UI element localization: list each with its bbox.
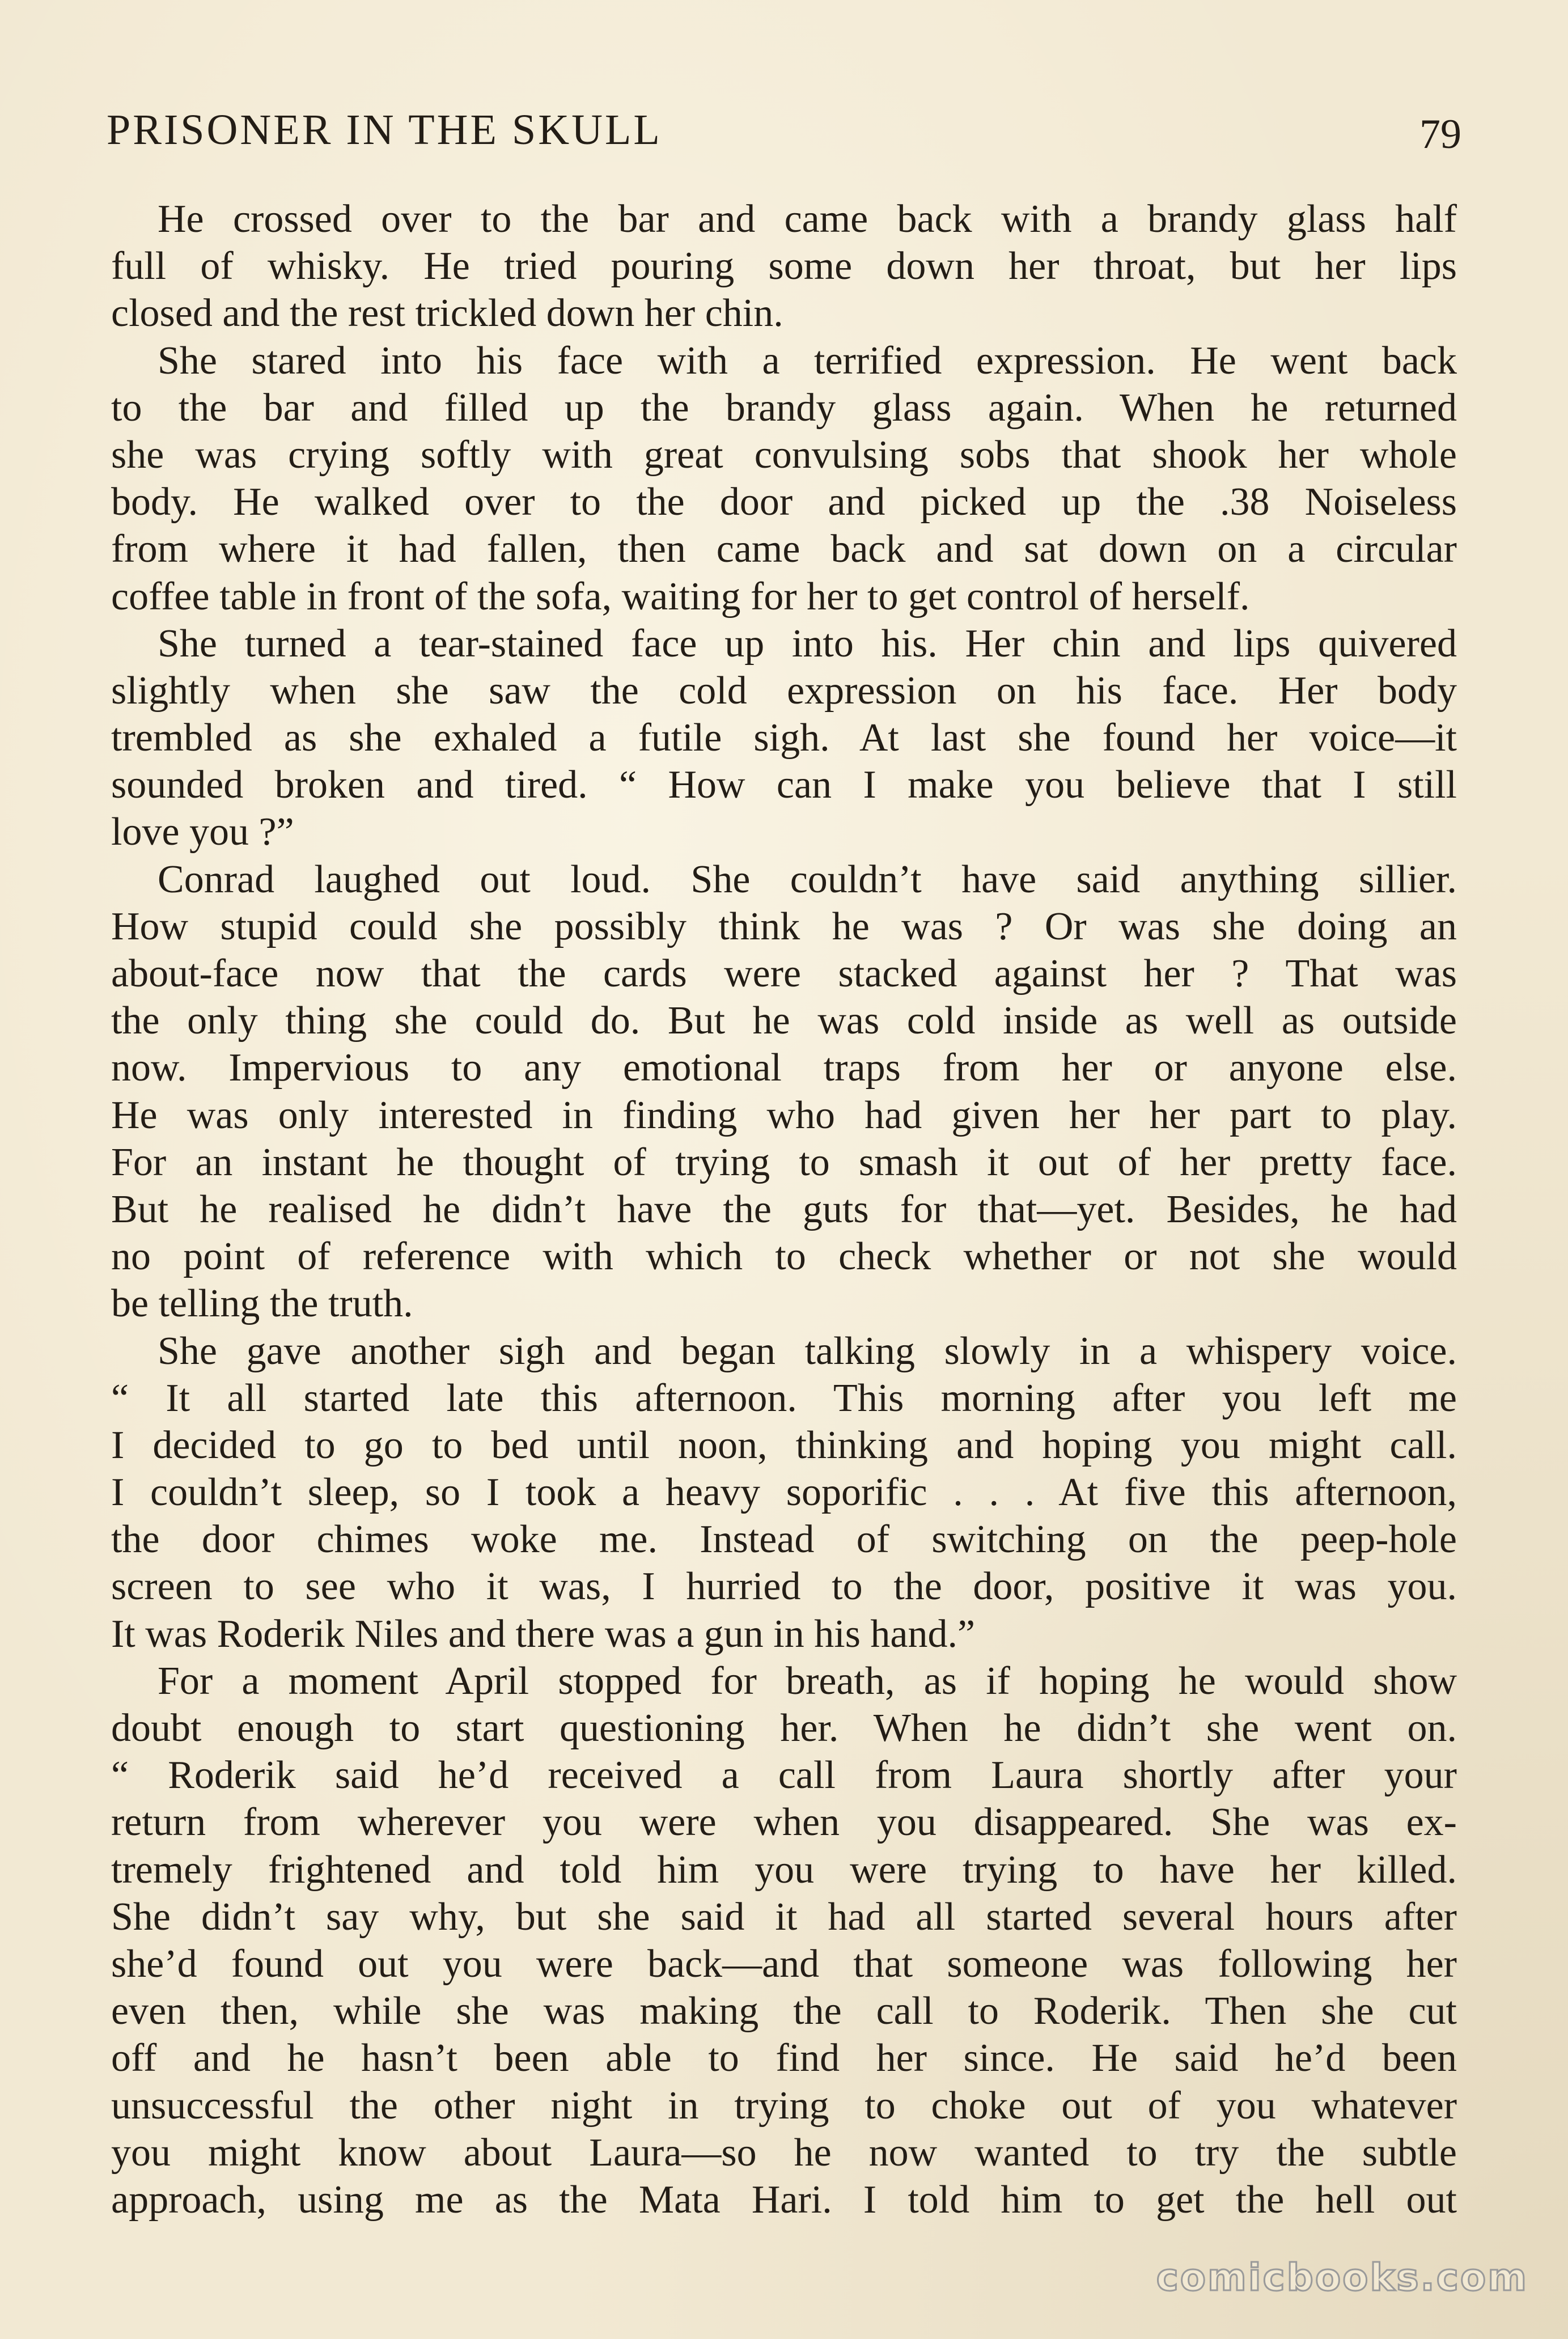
text-line: But he realised he didn’t have the guts for that—yet. Besides, he had (111, 1187, 1457, 1231)
text-line: For a moment April stopped for breath, as if hoping he would show (158, 1659, 1457, 1703)
text-line: the only thing she could do. But he was cold inside as well as outside (111, 999, 1457, 1043)
running-title: PRISONER IN THE SKULL (107, 106, 662, 154)
paragraph (111, 337, 1457, 620)
text-line: tremely frightened and told him you were trying to have her killed. (111, 1848, 1457, 1892)
text-line: He was only interested in finding who had given her her part to play. (111, 1093, 1457, 1137)
text-line: you might know about Laura—so he now wanted to try the subtle (111, 2130, 1457, 2175)
text-line: body. He walked over to the door and picked up the .38 Noiseless (111, 480, 1457, 524)
text-line: off and he hasn’t been able to find her since. He said he’d been (111, 2036, 1457, 2080)
text-line: now. Impervious to any emotional traps from her or anyone else. (111, 1046, 1457, 1090)
text-line: love you ?” (111, 810, 294, 854)
text-line: be telling the truth. (111, 1282, 413, 1326)
page-header (107, 96, 1461, 164)
text-line: For an instant he thought of trying to smash it out of her pretty face. (111, 1140, 1457, 1184)
text-line: she’d found out you were back—and that someone was following her (111, 1942, 1457, 1986)
text-line: “ It all started late this afternoon. This morning after you left me (111, 1376, 1457, 1420)
text-line: He crossed over to the bar and came back with a brandy glass half (158, 197, 1457, 241)
text-line: sounded broken and tired. “ How can I make you believe that I still (111, 763, 1457, 807)
watermark-logo: comicbooks.com (1156, 2256, 1528, 2299)
text-line: She didn’t say why, but she said it had all started several hours after (111, 1895, 1457, 1939)
page-number: 79 (1419, 111, 1461, 158)
text-line: doubt enough to start questioning her. When he didn’t she went on. (111, 1706, 1457, 1750)
body-text (111, 196, 1457, 2223)
paragraph (111, 1328, 1457, 1658)
text-line: from where it had fallen, then came back and sat down on a circular (111, 527, 1457, 571)
text-line: “ Roderik said he’d received a call from Laura shortly after your (111, 1753, 1457, 1798)
text-line: no point of reference with which to check whether or not she would (111, 1235, 1457, 1279)
text-line: closed and the rest trickled down her chin. (111, 291, 783, 336)
text-line: she was crying softly with great convulsing sobs that shook her whole (111, 433, 1457, 477)
text-line: She gave another sigh and began talking slowly in a whispery voice. (158, 1329, 1457, 1373)
text-line: unsuccessful the other night in trying to choke out of you whatever (111, 2083, 1457, 2128)
text-line: even then, while she was making the call to Roderik. Then she cut (111, 1989, 1457, 2033)
text-line: to the bar and filled up the brandy glass again. When he returned (111, 385, 1457, 430)
paragraph (111, 856, 1457, 1328)
text-line: return from wherever you were when you disappeared. She was ex- (111, 1800, 1457, 1845)
text-line: about-face now that the cards were stacked against her ? That was (111, 952, 1457, 995)
paragraph (111, 196, 1457, 337)
text-line: slightly when she saw the cold expression on his face. Her body (111, 668, 1457, 713)
text-line: coffee table in front of the sofa, waiting for her to get control of herself. (111, 574, 1250, 618)
text-line: It was Roderik Niles and there was a gun in his hand.” (111, 1612, 976, 1656)
paragraph (111, 620, 1457, 856)
text-line: approach, using me as the Mata Hari. I told him to get the hell out (111, 2177, 1457, 2222)
text-line: I decided to go to bed until noon, thinking and hoping you might call. (111, 1423, 1457, 1467)
text-line: full of whisky. He tried pouring some down her throat, but her lips (111, 244, 1457, 289)
text-line: She stared into his face with a terrified expression. He went back (158, 338, 1457, 383)
text-line: Conrad laughed out loud. She couldn’t have said anything sillier. (158, 857, 1457, 901)
text-line: trembled as she exhaled a futile sigh. At last she found her voice—it (111, 716, 1457, 760)
text-line: I couldn’t sleep, so I took a heavy soporific . . . At five this afternoon, (111, 1471, 1457, 1515)
text-line: screen to see who it was, I hurried to the door, positive it was you. (111, 1565, 1457, 1609)
text-line: She turned a tear-stained face up into his. Her chin and lips quivered (158, 621, 1457, 666)
paragraph (111, 1658, 1457, 2223)
text-line: the door chimes woke me. Instead of switching on the peep-hole (111, 1518, 1457, 1562)
text-line: How stupid could she possibly think he was ? Or was she doing an (111, 904, 1457, 948)
